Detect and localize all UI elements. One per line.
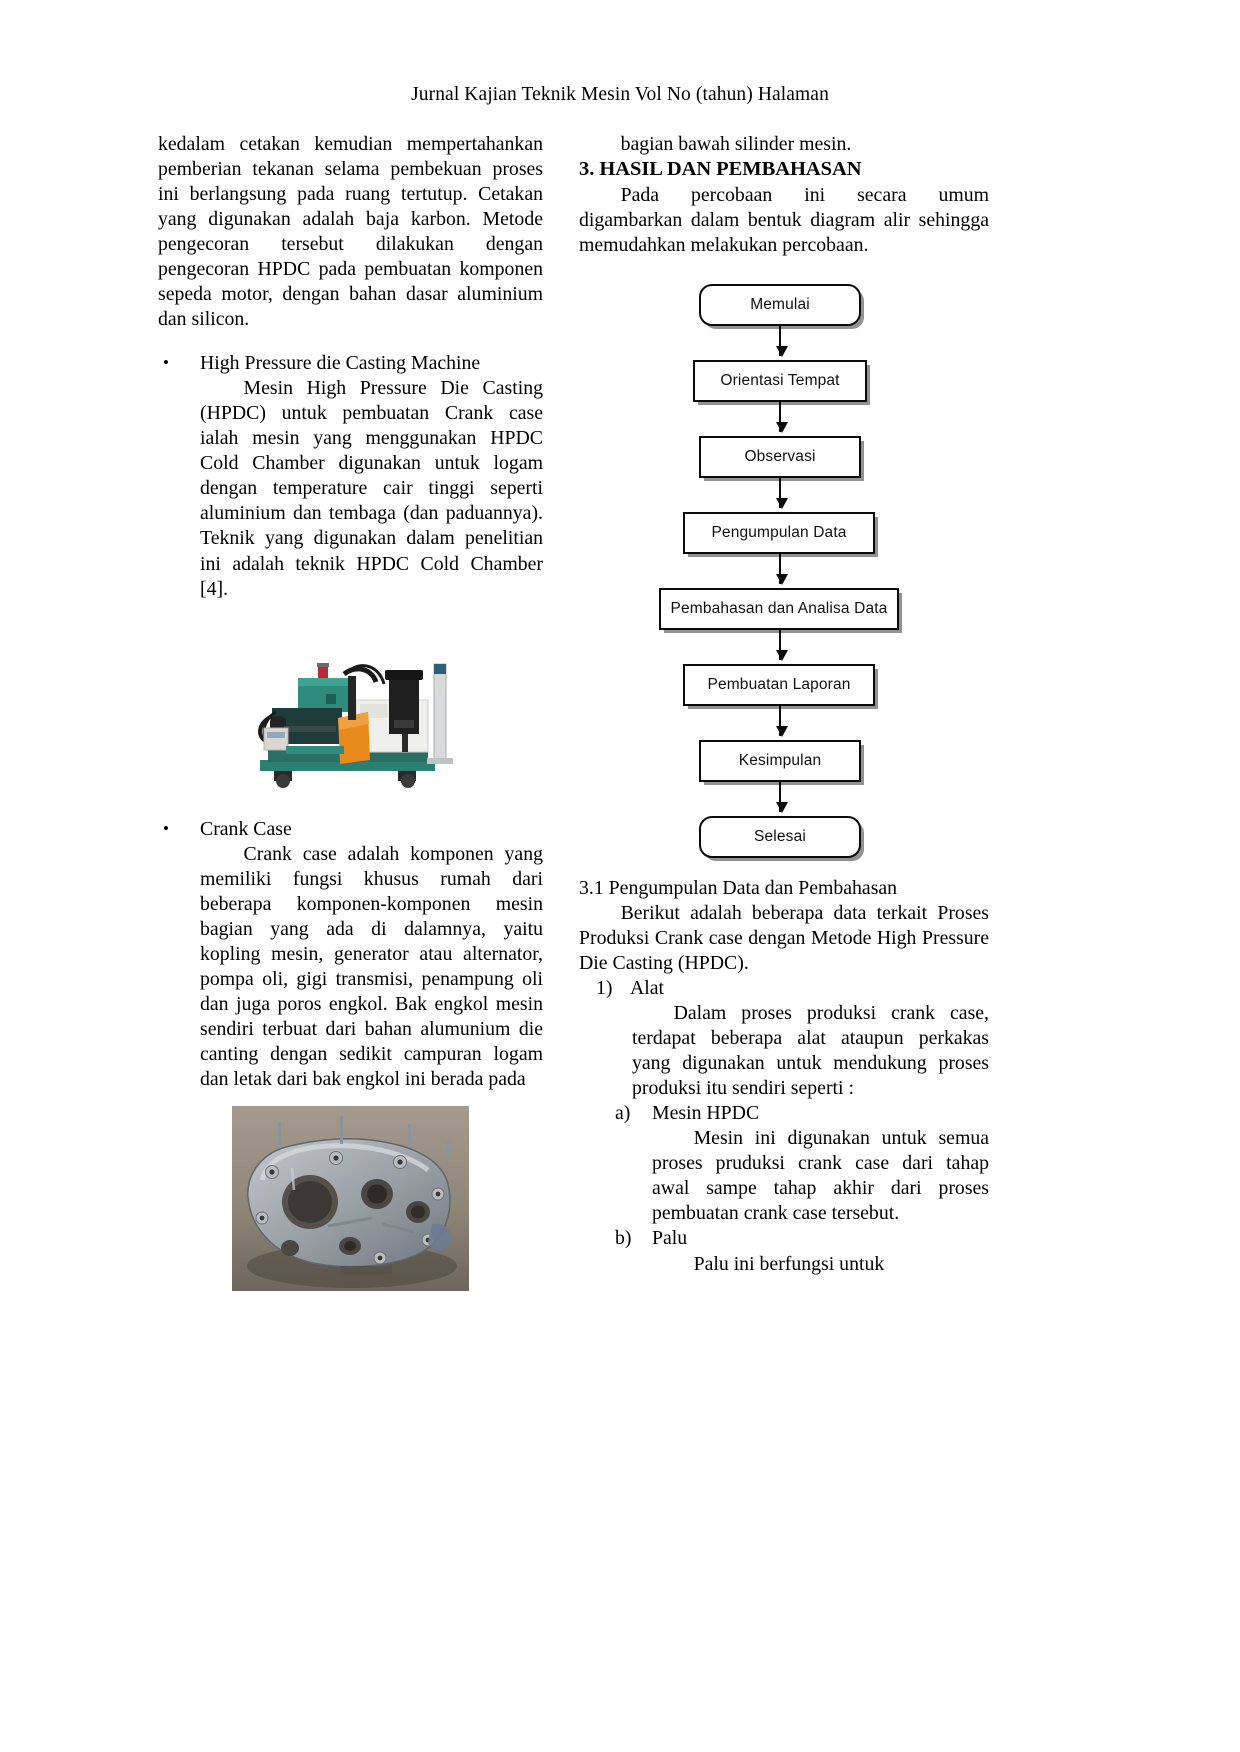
sublist-paragraph: Mesin ini digunakan untuk semua proses pruduksi crank case dari tahap awal sampe tahap akhir dari proses pembuatan crank case tersebut. bbox=[652, 1127, 989, 1225]
list-marker: b) bbox=[615, 1227, 632, 1250]
flow-node-memulai[interactable]: Memulai bbox=[699, 284, 861, 326]
list-item bbox=[615, 1226, 989, 1251]
crank-case-illustration bbox=[232, 1106, 469, 1291]
flow-node-pengumpulan-data[interactable]: Pengumpulan Data bbox=[683, 512, 875, 554]
flow-node-pembahasan-analisa-data[interactable]: Pembahasan dan Analisa Data bbox=[659, 588, 899, 630]
flow-node-observasi[interactable]: Observasi bbox=[699, 436, 861, 478]
flow-edge-5 bbox=[779, 630, 781, 660]
sublist-title: Palu bbox=[652, 1227, 688, 1250]
flow-edge-3 bbox=[779, 478, 781, 508]
bullet-marker-icon: • bbox=[163, 818, 169, 838]
bullet-content bbox=[200, 817, 543, 1092]
figure-crank-case bbox=[158, 1106, 543, 1291]
bullet-content bbox=[200, 351, 543, 601]
list-content bbox=[652, 1226, 989, 1251]
flow-node-orientasi-tempat[interactable]: Orientasi Tempat bbox=[693, 360, 867, 402]
right-column bbox=[579, 132, 989, 1291]
flow-node-pembuatan-laporan[interactable]: Pembuatan Laporan bbox=[683, 664, 875, 706]
spacer bbox=[158, 1092, 543, 1106]
list-marker: 1) bbox=[596, 977, 613, 1000]
flow-edge-6 bbox=[779, 706, 781, 736]
list-item bbox=[615, 1101, 989, 1126]
paragraph-continued-right: bagian bawah silinder mesin. bbox=[620, 133, 852, 155]
two-column-body bbox=[158, 132, 1083, 1291]
list-title: Alat bbox=[630, 977, 665, 1000]
crank-case-photo bbox=[232, 1106, 469, 1291]
subsection-title: 3.1 Pengumpulan Data dan Pembahasan bbox=[579, 877, 898, 900]
bullet-title: Crank Case bbox=[200, 817, 292, 840]
bullet-item bbox=[158, 817, 543, 1092]
flow-edge-1 bbox=[779, 326, 781, 356]
page-title: 3. HASIL DAN PEMBAHASAN bbox=[579, 158, 862, 181]
flow-edge-7 bbox=[779, 782, 781, 812]
bullet-paragraph: Crank case adalah komponen yang memiliki fungsi khusus rumah dari beberapa komponen-komponen mesin bagian yang ada di dalamnya, yaitu kopling mesin, generator atau alternator, pompa oli, gigi transmisi, penampung oli dan juga poros engkol. Bak engkol mesin sendiri terbuat dari bahan alumunium die canting dengan sedikit campuran logam dan letak dari bak engkol ini berada pada bbox=[200, 842, 543, 1090]
bullet-title: High Pressure die Casting Machine bbox=[200, 352, 481, 375]
paragraph-intro: Pada percobaan ini secara umum digambarkan dalam bentuk diagram alir sehingga memudahkan melakukan percobaan. bbox=[579, 183, 989, 257]
hpdc-machine-illustration bbox=[238, 608, 463, 798]
spacer bbox=[158, 332, 543, 351]
running-head: Jurnal Kajian Teknik Mesin Vol No (tahun) Halaman bbox=[411, 84, 829, 105]
flow-node-selesai[interactable]: Selesai bbox=[699, 816, 861, 858]
flow-edge-2 bbox=[779, 402, 781, 432]
spacer bbox=[158, 798, 543, 817]
list-marker: a) bbox=[615, 1102, 631, 1125]
sublist-paragraph: Palu ini berfungsi untuk bbox=[693, 1252, 885, 1275]
list-paragraph: Dalam proses produksi crank case, terdapat beberapa alat ataupun perkakas yang digunakan untuk mendukung proses produksi itu sendiri seperti : bbox=[632, 1002, 989, 1100]
sublist-title: Mesin HPDC bbox=[652, 1102, 760, 1125]
list-item bbox=[596, 976, 989, 1001]
bullet-marker-icon: • bbox=[163, 353, 169, 373]
paragraph-after-chart: Berikut adalah beberapa data terkait Proses Produksi Crank case dengan Metode High Pressure Die Casting (HPDC). bbox=[579, 902, 989, 975]
list-content bbox=[630, 976, 989, 1001]
flow-edge-4 bbox=[779, 554, 781, 584]
research-flowchart bbox=[579, 276, 989, 876]
flow-node-kesimpulan[interactable]: Kesimpulan bbox=[699, 740, 861, 782]
hpdc-machine-photo bbox=[238, 608, 463, 798]
paragraph-continued: kedalam cetakan kemudian mempertahankan pemberian tekanan selama pembekuan proses ini berlangsung pada ruang tertutup. Cetakan yang digunakan adalah baja karbon. Metode pengecoran tersebut dilakukan dengan pengecoran HPDC pada pembuatan komponen sepeda motor, dengan bahan dasar aluminium dan silicon. bbox=[158, 133, 543, 331]
list-content bbox=[652, 1101, 989, 1126]
figure-hpdc-machine bbox=[158, 608, 543, 798]
bullet-item bbox=[158, 351, 543, 601]
left-column bbox=[158, 132, 543, 1291]
bullet-paragraph: Mesin High Pressure Die Casting (HPDC) untuk pembuatan Crank case ialah mesin yang menggunakan HPDC Cold Chamber digunakan untuk logam dengan temperature cair tinggi seperti aluminium dan tembaga (dan paduannya). Teknik yang digunakan dalam penelitian ini adalah teknik HPDC Cold Chamber [4]. bbox=[200, 377, 543, 600]
